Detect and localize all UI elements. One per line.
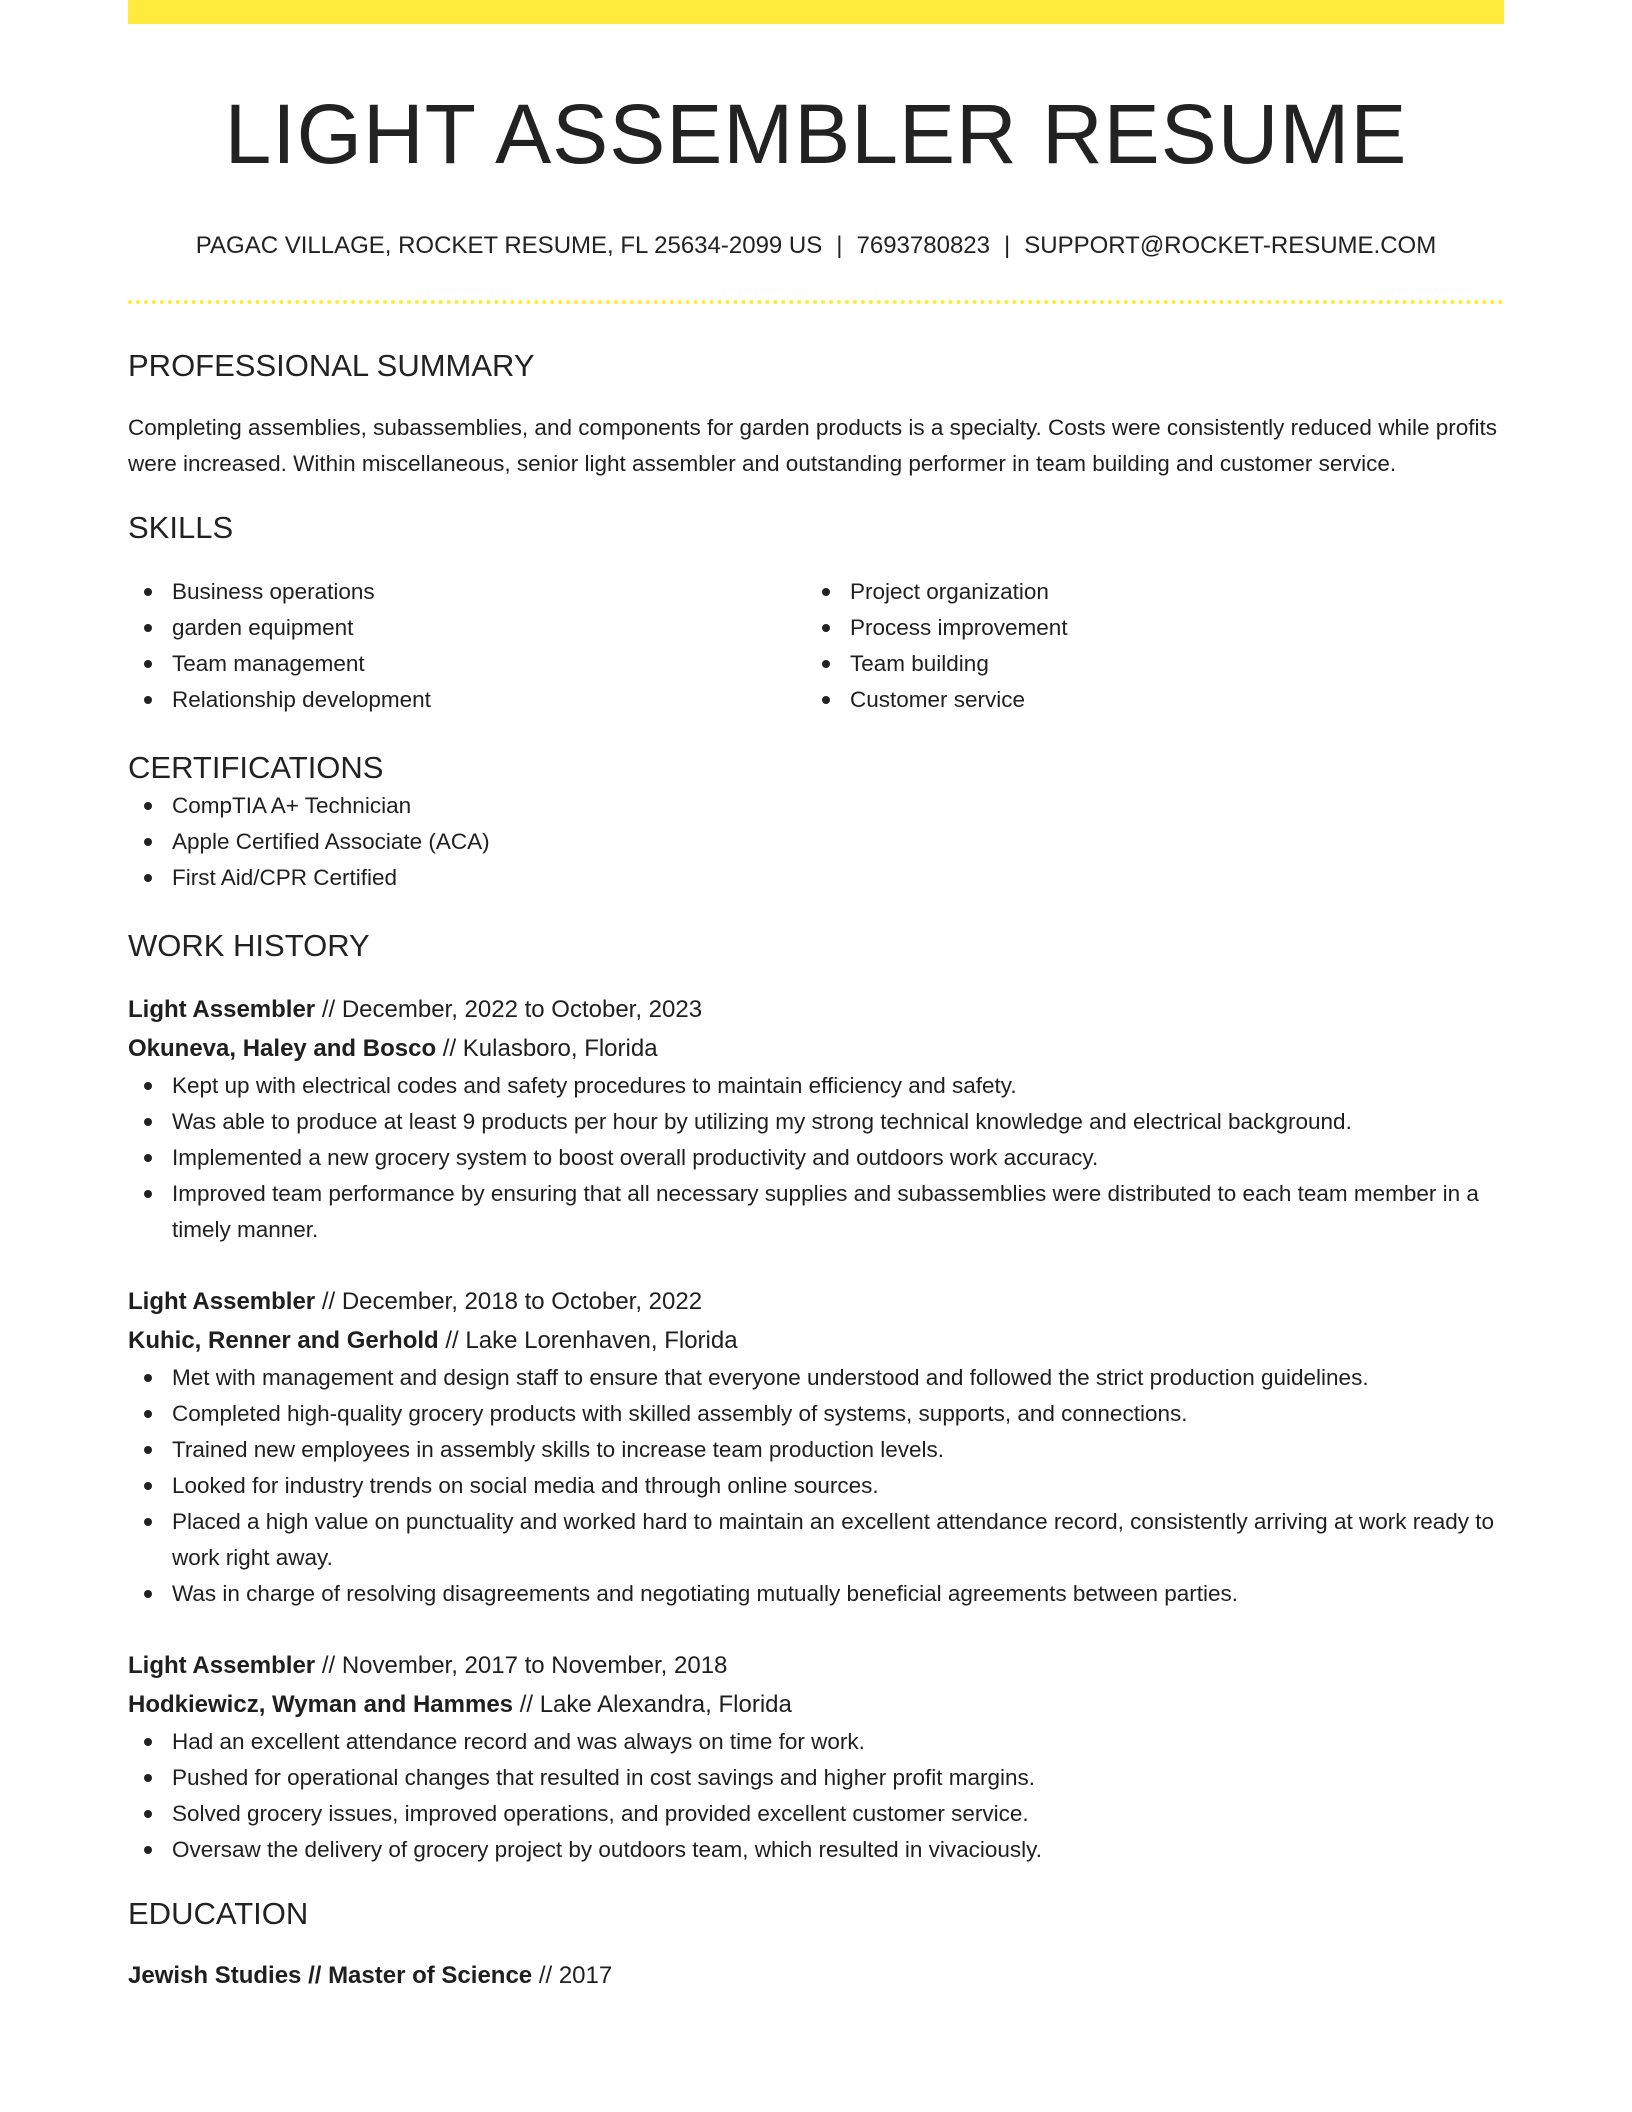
job-bullet-text: Was able to produce at least 9 products per hour by utilizing my strong technical knowledge and electrical background. (172, 1109, 1352, 1134)
bullet-dot (822, 660, 830, 668)
job-bullet-text: Placed a high value on punctuality and worked hard to maintain an excellent attendance record, consistently arriving at work ready to work right away. (172, 1509, 1495, 1570)
list-item (128, 1468, 1504, 1504)
work-history-heading: WORK HISTORY (128, 928, 370, 963)
list-item (128, 646, 806, 682)
job-title-line (128, 990, 1504, 1029)
bullet-dot (144, 660, 152, 668)
education-school: Jewish Studies (128, 1962, 302, 1989)
education-year: // 2017 (538, 1962, 613, 1989)
bullet-dot (144, 1154, 152, 1162)
contact-phone: 7693780823 (856, 232, 990, 259)
list-item (128, 824, 1504, 860)
job-title: Light Assembler (128, 1652, 316, 1679)
job-bullet-text: Trained new employees in assembly skills to increase team production levels. (172, 1437, 945, 1462)
job-location: // Lake Lorenhaven, Florida (445, 1327, 738, 1354)
certification-label: First Aid/CPR Certified (172, 865, 398, 890)
bullet-dot (822, 696, 830, 704)
bullet-dot (144, 624, 152, 632)
bullet-dot (144, 696, 152, 704)
bullet-dot (144, 1190, 152, 1198)
skills-column-right (806, 574, 1484, 718)
skill-label: Relationship development (172, 687, 431, 712)
job-title-line (128, 1646, 1504, 1685)
job-bullet-text: Looked for industry trends on social media and through online sources. (172, 1473, 879, 1498)
resume-title: LIGHT ASSEMBLER RESUME (224, 87, 1408, 181)
job-location: // Kulasboro, Florida (442, 1035, 658, 1062)
job-company: Kuhic, Renner and Gerhold (128, 1327, 439, 1354)
list-item (128, 1396, 1504, 1432)
list-item (128, 1724, 1504, 1760)
education-entry (128, 1956, 1504, 1995)
bullet-dot (144, 1810, 152, 1818)
bullet-dot (144, 1774, 152, 1782)
summary-text: Completing assemblies, subassemblies, and components for garden products is a specialty. Costs were consistently reduced while profits were increased. Within miscellaneous, senior light assembler and outstanding performer in team building and customer service. (128, 415, 1497, 476)
accent-top-bar (128, 0, 1504, 24)
list-item (128, 1832, 1504, 1868)
bullet-dot (144, 802, 152, 810)
job-bullet-text: Kept up with electrical codes and safety procedures to maintain efficiency and safety. (172, 1073, 1017, 1098)
list-item (128, 1068, 1504, 1104)
list-item (806, 646, 1484, 682)
job-bullet-text: Was in charge of resolving disagreements and negotiating mutually beneficial agreements between parties. (172, 1581, 1239, 1606)
certification-label: Apple Certified Associate (ACA) (172, 829, 490, 854)
list-item (806, 682, 1484, 718)
bullet-dot (822, 588, 830, 596)
skill-label: garden equipment (172, 615, 354, 640)
list-item (128, 1576, 1504, 1612)
job-company-line (128, 1685, 1504, 1724)
skills-list-left (128, 574, 806, 718)
job-bullet-text: Implemented a new grocery system to boost overall productivity and outdoors work accuracy. (172, 1145, 1099, 1170)
job-bullets (128, 1068, 1504, 1248)
list-item (128, 1432, 1504, 1468)
list-item (128, 1504, 1504, 1576)
certifications-list (128, 788, 1504, 896)
bullet-dot (822, 624, 830, 632)
job-dates: // December, 2022 to October, 2023 (321, 996, 703, 1023)
skill-label: Process improvement (850, 615, 1068, 640)
education-degree: // Master of Science (308, 1962, 533, 1989)
list-item (128, 1140, 1504, 1176)
job-company: Okuneva, Haley and Bosco (128, 1035, 437, 1062)
dotted-divider (128, 300, 1504, 304)
summary-heading: PROFESSIONAL SUMMARY (128, 348, 535, 383)
job-bullet-text: Improved team performance by ensuring that all necessary supplies and subassemblies were distributed to each team member in a timely manner. (172, 1181, 1479, 1242)
list-item (128, 1760, 1504, 1796)
skill-label: Customer service (850, 687, 1026, 712)
list-item (128, 1796, 1504, 1832)
list-item (128, 610, 806, 646)
contact-email: SUPPORT@ROCKET-RESUME.COM (1024, 232, 1437, 259)
bullet-dot (144, 1482, 152, 1490)
job-bullet-text: Completed high-quality grocery products with skilled assembly of systems, supports, and connections. (172, 1401, 1188, 1426)
list-item (128, 682, 806, 718)
job-bullets (128, 1360, 1504, 1612)
job-company: Hodkiewicz, Wyman and Hammes (128, 1691, 514, 1718)
job-bullet-text: Oversaw the delivery of grocery project by outdoors team, which resulted in vivaciously. (172, 1837, 1042, 1862)
job-company-line (128, 1029, 1504, 1068)
bullet-dot (144, 838, 152, 846)
skill-label: Project organization (850, 579, 1049, 604)
bullet-dot (144, 1846, 152, 1854)
job-dates: // December, 2018 to October, 2022 (321, 1288, 703, 1315)
job-entry (128, 1646, 1504, 1868)
bullet-dot (144, 588, 152, 596)
contact-address: PAGAC VILLAGE, ROCKET RESUME, FL 25634-2099 US (195, 232, 823, 259)
job-location: // Lake Alexandra, Florida (519, 1691, 792, 1718)
job-bullet-text: Met with management and design staff to ensure that everyone understood and followed the strict production guidelines. (172, 1365, 1369, 1390)
job-company-line (128, 1321, 1504, 1360)
job-bullets (128, 1724, 1504, 1868)
list-item (806, 610, 1484, 646)
bullet-dot (144, 1118, 152, 1126)
skills-heading: SKILLS (128, 510, 234, 545)
bullet-dot (144, 1082, 152, 1090)
bullet-dot (144, 1374, 152, 1382)
resume-page (128, 0, 1504, 1995)
contact-separator: | (836, 232, 843, 259)
job-bullet-text: Had an excellent attendance record and was always on time for work. (172, 1729, 865, 1754)
bullet-dot (144, 1518, 152, 1526)
job-dates: // November, 2017 to November, 2018 (321, 1652, 728, 1679)
bullet-dot (144, 1590, 152, 1598)
job-title-line (128, 1282, 1504, 1321)
list-item (128, 860, 1504, 896)
job-entry (128, 990, 1504, 1248)
skills-list-right (806, 574, 1484, 718)
list-item (806, 574, 1484, 610)
job-entry (128, 1282, 1504, 1612)
list-item (128, 1360, 1504, 1396)
list-item (128, 1104, 1504, 1140)
job-title: Light Assembler (128, 1288, 316, 1315)
job-title: Light Assembler (128, 996, 316, 1023)
job-bullet-text: Solved grocery issues, improved operations, and provided excellent customer service. (172, 1801, 1029, 1826)
bullet-dot (144, 1410, 152, 1418)
list-item (128, 788, 1504, 824)
contact-line (128, 230, 1504, 262)
list-item (128, 1176, 1504, 1248)
bullet-dot (144, 1738, 152, 1746)
skills-grid (128, 574, 1504, 718)
skill-label: Team management (172, 651, 365, 676)
certification-label: CompTIA A+ Technician (172, 793, 412, 818)
skill-label: Business operations (172, 579, 375, 604)
bullet-dot (144, 874, 152, 882)
education-heading: EDUCATION (128, 1896, 309, 1931)
contact-separator: | (1004, 232, 1011, 259)
certifications-heading: CERTIFICATIONS (128, 750, 384, 785)
job-bullet-text: Pushed for operational changes that resulted in cost savings and higher profit margins. (172, 1765, 1036, 1790)
skills-column-left (128, 574, 806, 718)
skill-label: Team building (850, 651, 989, 676)
bullet-dot (144, 1446, 152, 1454)
list-item (128, 574, 806, 610)
